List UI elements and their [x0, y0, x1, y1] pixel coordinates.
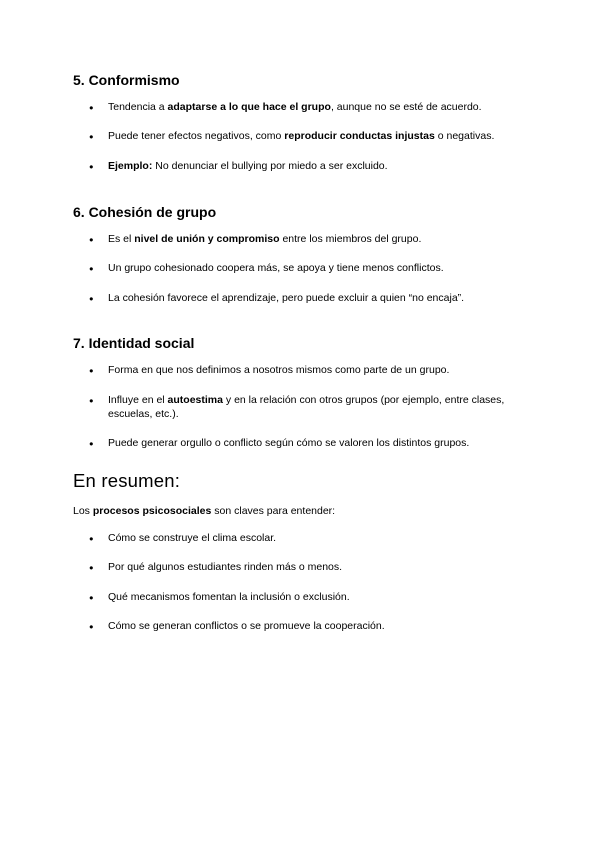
- item-text: La cohesión favorece el aprendizaje, pero puede excluir a quien “no encaja”.: [108, 292, 465, 304]
- list-item: [89, 394, 525, 421]
- list-item: [89, 364, 539, 378]
- item-text: , aunque no se esté de acuerdo.: [330, 101, 482, 113]
- list-item: [89, 101, 539, 115]
- summary-intro: [73, 505, 335, 519]
- intro-text: Los: [73, 505, 93, 517]
- item-text: Un grupo cohesionado coopera más, se apoya y tiene menos conflictos.: [108, 262, 444, 274]
- list-item: [89, 437, 539, 451]
- intro-text: son claves para entender:: [211, 505, 336, 517]
- list-item: ● Por qué algunos estudiantes rinden más o menos.: [89, 561, 539, 575]
- item-bold: autoestima: [167, 394, 223, 406]
- item-bold: nivel de unión y compromiso: [134, 233, 280, 245]
- section-7-title: 7. Identidad social: [73, 335, 195, 351]
- list-item: ● Cómo se construye el clima escolar.: [89, 532, 539, 546]
- intro-bold: procesos psicosociales: [92, 505, 212, 517]
- section-6-title: 6. Cohesión de grupo: [73, 204, 217, 220]
- item-text: o negativas.: [434, 130, 495, 142]
- item-text: Forma en que nos definimos a nosotros mismos como parte de un grupo.: [108, 364, 450, 376]
- item-text: y en la relación con otros grupos (por ejemplo, entre clases, escuelas, etc.).: [108, 394, 505, 420]
- item-text: No denunciar el bullying por miedo a ser excluido.: [152, 160, 388, 172]
- item-text: Es el: [108, 233, 135, 245]
- list-item: [89, 292, 539, 306]
- item-text: entre los miembros del grupo.: [279, 233, 422, 245]
- list-item: ● Qué mecanismos fomentan la inclusión o exclusión.: [89, 591, 539, 605]
- item-text: Puede generar orgullo o conflicto según cómo se valoren los distintos grupos.: [108, 437, 470, 449]
- list-item: [89, 160, 539, 174]
- item-text: Influye en el: [108, 394, 168, 406]
- item-bold: reproducir conductas injustas: [284, 130, 435, 142]
- item-bold: adaptarse a lo que hace el grupo: [167, 101, 331, 113]
- item-text: Puede tener efectos negativos, como: [108, 130, 285, 142]
- list-item: [89, 233, 539, 247]
- item-bold: Ejemplo:: [108, 160, 153, 172]
- list-item: ● Cómo se generan conflictos o se promueve la cooperación.: [89, 620, 539, 634]
- summary-heading: En resumen:: [73, 470, 181, 491]
- list-item: [89, 262, 539, 276]
- section-5-title: 5. Conformismo: [73, 72, 180, 88]
- item-text: Tendencia a: [108, 101, 168, 113]
- list-item: [89, 130, 539, 144]
